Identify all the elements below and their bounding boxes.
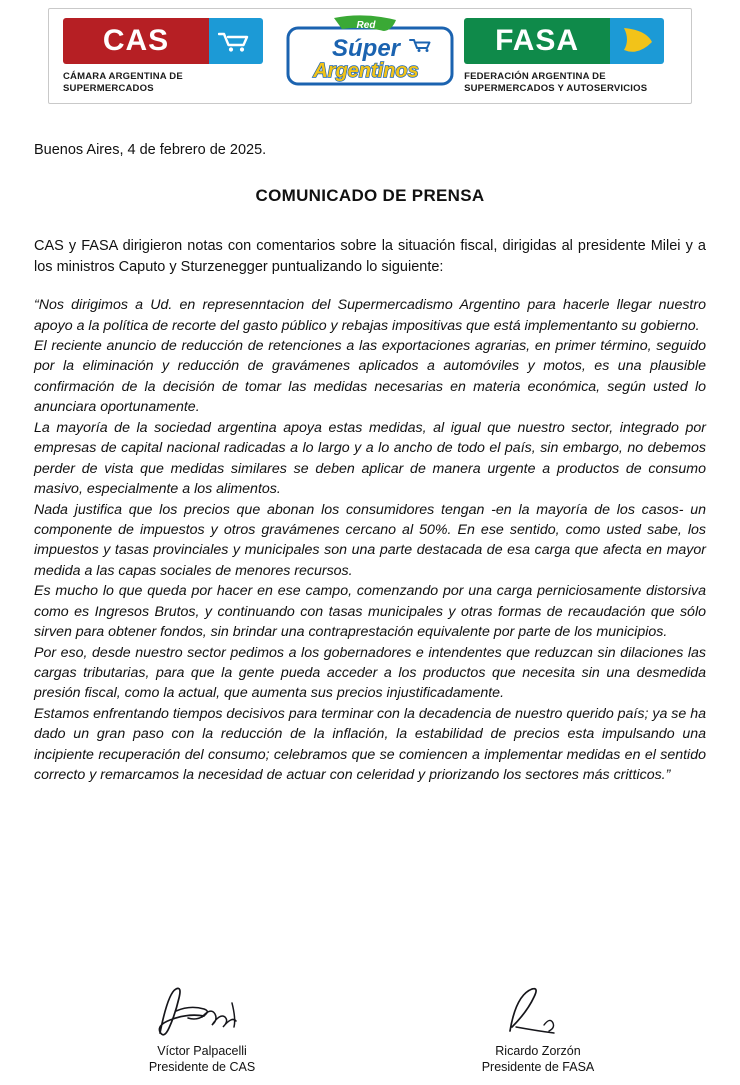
signature-image [423,981,653,1043]
fasa-logo-block [464,18,677,95]
cas-subtitle [63,71,183,95]
fasa-wordmark-panel [464,18,610,64]
signature-block [423,981,653,1076]
quote-paragraph: “Nos dirigimos a Ud. en represenntacion del Supermercadismo Argentino para hacerle llegar nuestro apoyo a la política de recorte del gasto público y rebajas impositivas que está implementanto su gobierno. [34,297,706,334]
place-and-date: Buenos Aires, 4 de febrero de 2025. [34,142,267,158]
signatory-role: Presidente de FASA [481,1059,595,1074]
quote-paragraph: Nada justifica que los precios que abonan los consumidores tengan -en la mayoría de los casos- un componente de impuestos y otros gravámenes cercano al 50%. En ese sentido, como usted sabe, los impuestos y tasas provinciales y municipales son una parte destacada de esa carga que afecta en mayor medida a las capas sociales de menores recursos. [34,501,706,579]
handwritten-signature-icon [102,981,302,1043]
cas-accent-panel [209,18,263,64]
fasa-subtitle [464,71,647,95]
quote-paragraph: Es mucho lo que queda por hacer en ese campo, comenzando por una carga perniciosamente distorsiva como es Ingresos Brutos, y continuando con tasas municipales y otras formas de recaudación que sólo sirven para obtener fondos, sin brindar una contraprestación equivalente por parte de los municipios. [34,583,706,641]
signature-block [87,981,317,1076]
super-argentinos-logo [282,14,458,98]
cas-subtitle-line2: SUPERMERCADOS [63,82,154,94]
page-title: COMUNICADO DE PRENSA [255,186,485,205]
quote-paragraph: El reciente anuncio de reducción de retenciones a las exportaciones agrarias, en primer término, seguido por la eliminación y reducción de gravámenes aplicados a automóviles y motos, es una plausible confirmación de la decisión de tomar las medidas necesarias en materia económica, según usted lo anunciara oportunamente. [34,338,706,416]
quote-paragraph: Estamos enfrentando tiempos decisivos para terminar con la decadencia de nuestro querido país; ya se ha dado un gran paso con la reducción de la inflación, la estabilidad de precios esta impulsando una incipiente recuperación del consumo; celebramos que se comiencen a implementar medidas en el sentido correcto y remarcamos la necesidad de actuar con celeridad y priorizando los sectores más critticos.” [34,705,706,784]
quoted-letter [34,295,706,786]
cas-wordmark-panel [63,18,209,64]
fasa-accent-panel [610,18,664,64]
svg-text:Argentinos: Argentinos [313,60,419,82]
shopping-cart-icon [218,31,252,53]
svg-text:Red: Red [356,20,376,31]
fasa-logo [464,18,664,64]
quote-paragraph: Por eso, desde nuestro sector pedimos a los gobernadores e intendentes que reduzcan sin dilaciones las cargas tributarias, para que la gente pueda acceder a los productos que necesita sin una desmedida presión fiscal, como la actual, que aumenta sus precios injustificadamente. [34,644,706,702]
fasa-subtitle-line2: SUPERMERCADOS Y AUTOSERVICIOS [464,82,648,94]
leaf-icon [610,18,664,64]
signature-area [34,981,706,1076]
cas-subtitle-line1: CÁMARA ARGENTINA DE [63,70,183,82]
signatory-role: Presidente de CAS [148,1059,256,1074]
letterhead [48,8,692,104]
signature-image [87,981,317,1043]
press-release-page [0,8,740,1085]
fasa-subtitle-line1: FEDERACIÓN ARGENTINA DE [464,70,606,82]
cas-wordmark: CAS [102,23,170,57]
cas-logo [63,18,263,64]
signatory-name: Víctor Palpacelli [157,1043,247,1058]
intro-paragraph: CAS y FASA dirigieron notas con comentarios sobre la situación fiscal, dirigidas al presidente Milei y a los ministros Caputo y Sturzenegger puntualizando lo siguiente: [34,238,706,275]
handwritten-signature-icon [438,981,638,1043]
quote-paragraph: La mayoría de la sociedad argentina apoya estas medidas, al igual que nuestro sector, integrado por empresas de capital nacional radicadas a lo largo y a lo ancho de todo el país, sin embargo, no debemos perder de vista que medidas similares se deben aplicar de manera urgente a productos de consumo masivo, especialmente a los alimentos. [34,419,706,498]
fasa-wordmark: FASA [495,23,580,57]
cas-logo-block [63,18,276,95]
svg-text:Súper: Súper [331,35,401,62]
super-argentinos-logo-block [276,14,464,98]
signatory-name: Ricardo Zorzón [495,1043,581,1058]
